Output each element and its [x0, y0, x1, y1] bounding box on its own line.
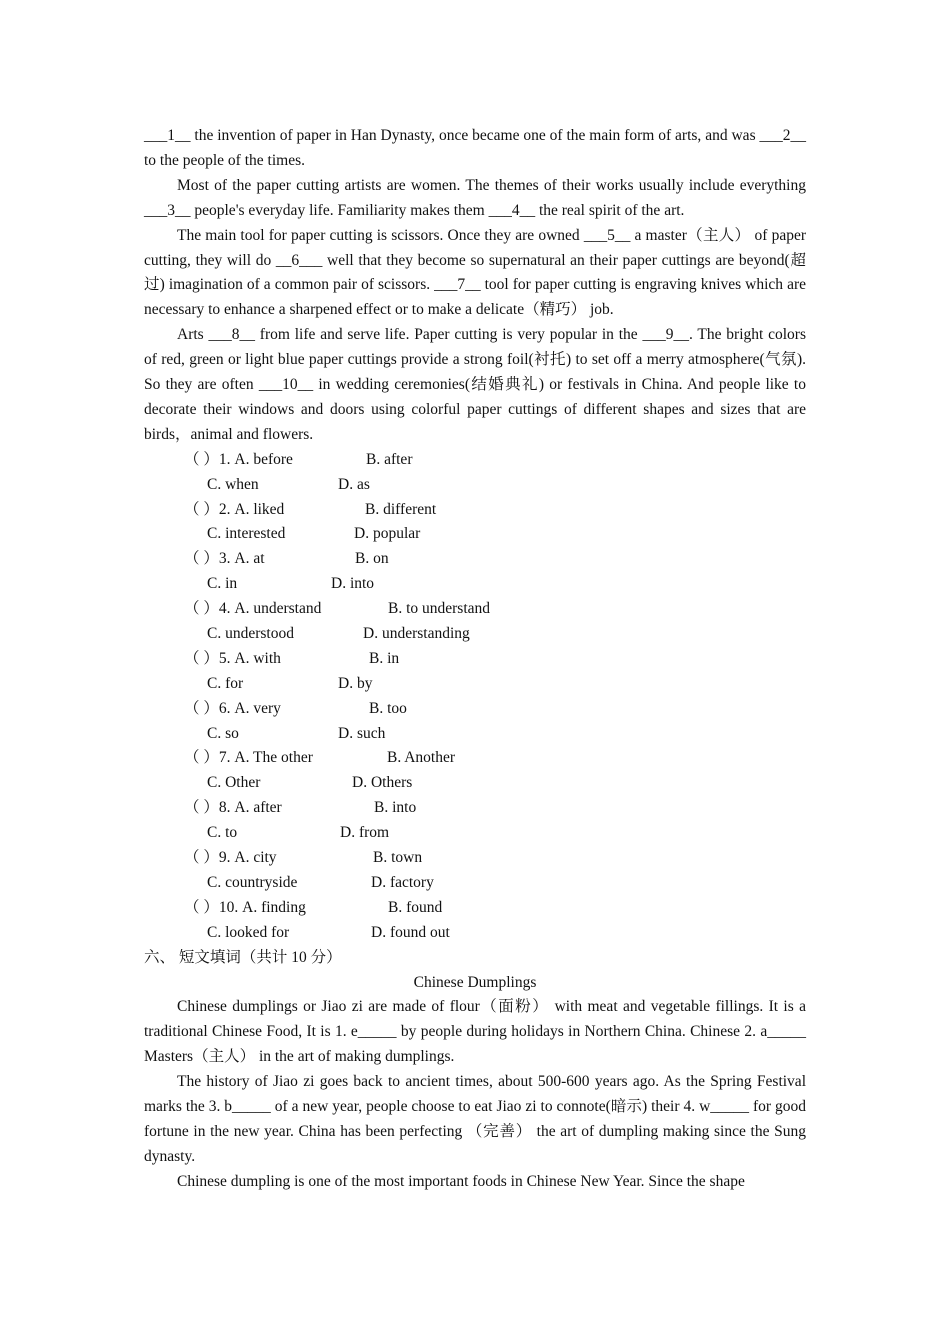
question-5-option-c: C. for	[207, 674, 244, 692]
question-1-option-a: （ ）1. A. before	[184, 450, 293, 468]
question-10-row-ab	[144, 896, 806, 921]
question-2-option-d: D. popular	[354, 525, 421, 543]
question-8-row-cd	[144, 821, 806, 846]
question-7-option-b: B. Another	[387, 749, 456, 767]
question-1-row-cd	[144, 473, 806, 498]
question-8-row-ab	[144, 796, 806, 821]
question-9-option-d: D. factory	[371, 873, 434, 891]
question-2-row-cd	[144, 522, 806, 547]
question-4-option-c: C. understood	[207, 625, 294, 643]
question-3-option-c: C. in	[207, 575, 238, 593]
section-6-title: Chinese Dumplings	[413, 973, 537, 991]
passage-paragraph-1: ___1__ the invention of paper in Han Dynasty, once became one of the main form of arts, and was ___2__ to the people of the times.	[144, 127, 806, 169]
question-4-row-cd	[144, 622, 806, 647]
question-8-option-a: （ ）8. A. after	[184, 799, 282, 817]
question-9-option-b: B. town	[373, 849, 423, 867]
question-3-row-cd	[144, 572, 806, 597]
question-4-option-a: （ ）4. A. understand	[184, 600, 322, 618]
question-7-row-ab	[144, 746, 806, 771]
question-5-option-a: （ ）5. A. with	[184, 649, 281, 667]
question-list	[144, 448, 806, 946]
question-9-row-ab	[144, 846, 806, 871]
question-2-option-c: C. interested	[207, 525, 286, 543]
question-6-option-a: （ ）6. A. very	[184, 699, 281, 717]
section-6-heading: 六、 短文填词（共计 10 分）	[144, 948, 342, 966]
question-2-option-b: B. different	[365, 500, 437, 518]
question-2-option-a: （ ）2. A. liked	[184, 500, 285, 518]
question-8-option-d: D. from	[340, 824, 390, 842]
section-6-paragraph-1: Chinese dumplings or Jiao zi are made of flour（面粉） with meat and vegetable fillings. It is a traditional Chinese Food, It is 1. e_____ by people during holidays in Northern China. Chinese 2. a_____ Masters（主人） in the art of making dumplings.	[144, 998, 806, 1066]
question-6-option-c: C. so	[207, 724, 239, 742]
question-5-option-b: B. in	[369, 649, 400, 667]
question-3-row-ab	[144, 547, 806, 572]
question-6-option-d: D. such	[338, 724, 386, 742]
question-10-option-b: B. found	[388, 898, 443, 916]
question-8-option-b: B. into	[374, 799, 417, 817]
question-1-option-b: B. after	[366, 450, 413, 468]
question-9-row-cd	[144, 871, 806, 896]
question-7-option-c: C. Other	[207, 774, 261, 792]
section-6-paragraph-3: Chinese dumpling is one of the most important foods in Chinese New Year. Since the shape	[177, 1172, 745, 1190]
question-5-option-d: D. by	[338, 674, 373, 692]
question-10-row-cd	[144, 921, 806, 946]
question-6-row-cd	[144, 722, 806, 747]
question-4-option-d: D. understanding	[363, 625, 470, 643]
question-5-row-cd	[144, 672, 806, 697]
question-7-option-a: （ ）7. A. The other	[184, 749, 313, 767]
passage-paragraph-4: Arts ___8__ from life and serve life. Paper cutting is very popular in the ___9__. The bright colors of red, green or light blue paper cuttings provide a strong foil(衬托) to set off a merry atmosphere(气氛). So they are often ___10__ in wedding ceremonies(结婚典礼) or festivals in China. And people like to decorate their windows and doors using colorful paper cuttings of different shapes and sizes that are birds，animal and flowers.	[144, 326, 806, 443]
document-page	[144, 124, 806, 1195]
question-10-option-c: C. looked for	[207, 923, 290, 941]
question-6-row-ab	[144, 697, 806, 722]
question-2-row-ab	[144, 498, 806, 523]
question-10-option-a: （ ）10. A. finding	[184, 898, 306, 916]
question-9-option-c: C. countryside	[207, 873, 298, 891]
question-6-option-b: B. too	[369, 699, 407, 717]
question-3-option-a: （ ）3. A. at	[184, 550, 265, 568]
question-7-option-d: D. Others	[352, 774, 413, 792]
question-3-option-d: D. into	[331, 575, 375, 593]
question-1-row-ab	[144, 448, 806, 473]
passage-paragraph-2: Most of the paper cutting artists are women. The themes of their works usually include everything ___3__ people's everyday life. Familiarity makes them ___4__ the real spirit of the art.	[144, 176, 806, 219]
question-4-row-ab	[144, 597, 806, 622]
question-1-option-c: C. when	[207, 475, 259, 493]
question-1-option-d: D. as	[338, 475, 370, 493]
question-3-option-b: B. on	[355, 550, 389, 568]
question-10-option-d: D. found out	[371, 923, 450, 941]
question-4-option-b: B. to understand	[388, 600, 491, 618]
question-5-row-ab	[144, 647, 806, 672]
question-9-option-a: （ ）9. A. city	[184, 849, 277, 867]
question-8-option-c: C. to	[207, 824, 238, 842]
passage-paragraph-3: The main tool for paper cutting is scissors. Once they are owned ___5__ a master（主人） of paper cutting, they will do __6___ well that they become so supernatural an their paper cuttings are beyond(超过) imagination of a common pair of scissors. ___7__ tool for paper cutting is engraving knives which are necessary to enhance a sharpened effect or to make a delicate（精巧） job.	[144, 226, 806, 319]
question-7-row-cd	[144, 771, 806, 796]
section-6-paragraph-2: The history of Jiao zi goes back to ancient times, about 500-600 years ago. As the Spring Festival marks the 3. b_____ of a new year, people choose to eat Jiao zi to connote(暗示) their 4. w_____ for good fortune in the new year. China has been perfecting （完善） the art of dumpling making since the Sung dynasty.	[144, 1073, 806, 1165]
